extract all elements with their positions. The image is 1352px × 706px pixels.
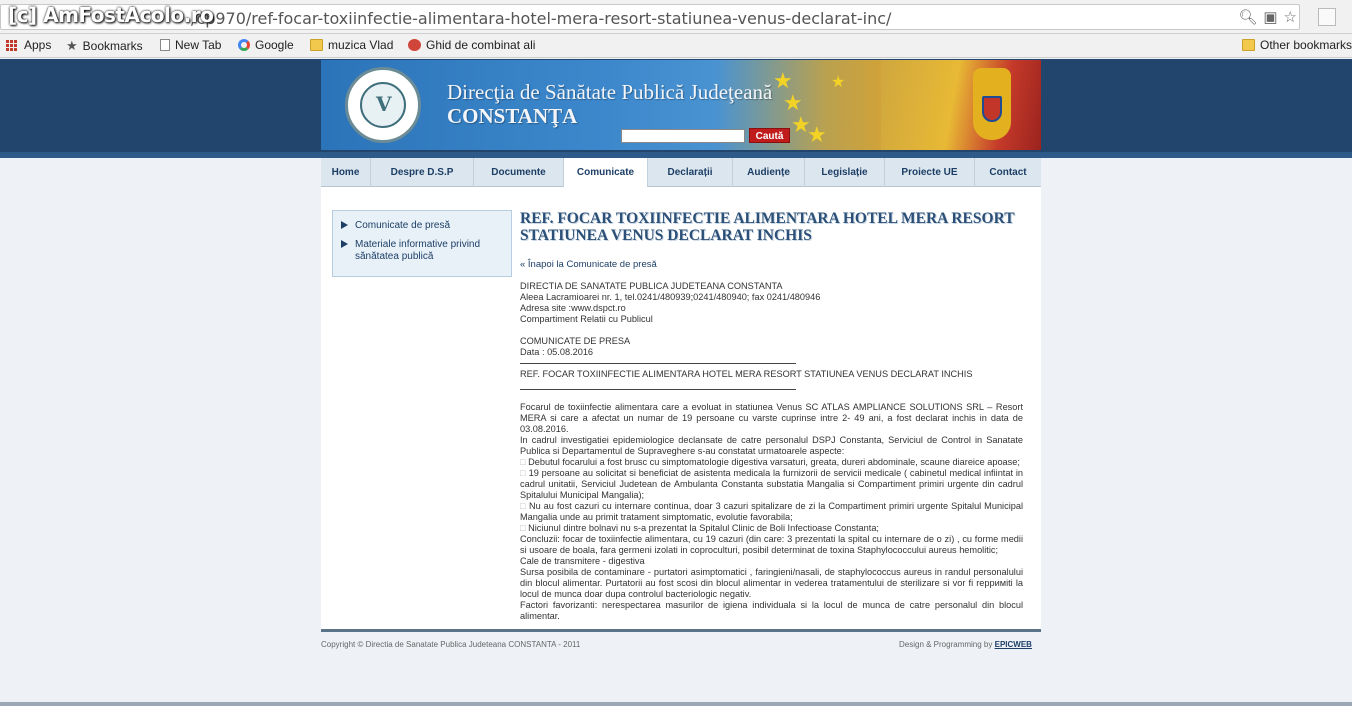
folder-icon — [1242, 39, 1255, 51]
eu-star-icon: ★ — [783, 90, 803, 115]
article-title: REF. FOCAR TOXIINFECTIE ALIMENTARA HOTEL MERA RESORT STATIUNEA VENUS DECLARAT INCHIS — [520, 210, 1015, 244]
main-nav — [321, 158, 1041, 187]
epicweb-link[interactable]: EPICWEB — [994, 640, 1032, 649]
list-item: □ Debutul focarului a fost brusc cu simptomatologie digestiva varsaturi, greata, dureri abdominale, scaune diareice apoase; — [520, 457, 1020, 467]
coat-of-arms-icon — [973, 68, 1011, 140]
search-button[interactable]: Caută — [749, 128, 790, 143]
org-info: DIRECTIA DE SANATATE PUBLICA JUDETEANA CONSTANTA Aleea Lacramioarei nr. 1, tel.0241/480939;0241/480940; fax 0241/480946 Adresa site :www.dspct.ro Compartiment Relatii cu Publicul — [520, 281, 821, 324]
google-icon — [238, 39, 250, 51]
main-content — [321, 187, 1041, 629]
search-input[interactable] — [621, 129, 745, 143]
site-header — [321, 60, 1041, 150]
sidebar-item-materiale[interactable]: Materiale informative privind sănătatea publică — [341, 239, 495, 263]
list-item: □ Nu au fost cazuri cu internare continua, doar 3 cazuri spitalizare de zi la Compartiment primiri urgente Spitalul Municipal Mangalia unde au primit tratament simptomatic, evolutie favorabila; — [520, 501, 1023, 522]
eu-star-icon: ★ — [831, 74, 846, 91]
eu-star-icon: ★ — [807, 122, 827, 147]
bookmark-new-tab[interactable]: New Tab — [160, 38, 221, 52]
sidebar — [332, 210, 512, 277]
list-item: □ 19 persoane au solicitat si beneficiat de asistenta medicala la furnizorii de servicii medicale ( cabinetul medical infiintat in cadrul unitatii, Serviciul Judetean de Ambulanta Constanta substatia Mangalia si Compartiment primiri urgente din cadrul Spitalului Municipal Mangalia); — [520, 468, 1023, 500]
divider — [520, 363, 796, 364]
nav-documente[interactable]: Documente — [474, 158, 564, 187]
nav-proiecte-ue[interactable]: Proiecte UE — [885, 158, 975, 187]
translate-icon[interactable]: ▣ — [1263, 9, 1278, 26]
eu-star-icon: ★ — [773, 68, 793, 93]
nav-despre[interactable]: Despre D.S.P — [371, 158, 474, 187]
article-conclusions: Concluzii: focar de toxiinfectie alimentara, cu 19 cazuri (din care: 3 prezentati la spital cu internare de o zi) , cu forme medii si usoare de boala, fara germeni izolati in coproculturi, posibil determinat de toxina Staphylococcului aureus hemolitic; Cale de transmitere - digestiva Sursa posibila de contaminare - purtatori asimptomatici , faringieni/nasali, de staphylococcus aureus in randul personalului din blocul alimentar. Purtatorii au fost scosi din blocul alimentar in vederea tratamentului de sterilizare si vor fi repримiti la locul de munca doar dupa controlul bacteriologic negativ. Factori favorizanti: nerespectarea masurilor de igiena individuala si la locul de munca de catre personalul din blocul alimentar. — [520, 534, 1023, 621]
browser-toolbar — [0, 0, 1352, 34]
bookmark-other[interactable]: Other bookmarks — [1242, 38, 1352, 52]
eu-star-icon: ★ — [791, 112, 811, 137]
bookmark-ghid[interactable]: Ghid de combinat ali — [408, 38, 535, 52]
ref-title: REF. FOCAR TOXIINFECTIE ALIMENTARA HOTEL MERA RESORT STATIUNEA VENUS DECLARAT INCHIS — [520, 369, 973, 379]
sidebar-item-comunicate[interactable]: Comunicate de presă — [341, 220, 495, 232]
press-date: Data : 05.08.2016 — [520, 347, 594, 357]
favicon-icon — [408, 39, 421, 51]
bookmark-muzica[interactable]: muzica Vlad — [310, 38, 393, 52]
dsp-logo[interactable] — [345, 67, 421, 143]
taskbar-edge — [0, 702, 1352, 706]
arrow-right-icon — [341, 240, 348, 248]
press-header: COMUNICATE DE PRESA Data : 05.08.2016 — [520, 336, 1023, 358]
star-icon[interactable]: ☆ — [1283, 9, 1297, 26]
site-title: Direcţia de Sănătate Publică Judeţeană CONSTANŢA — [447, 80, 773, 128]
flag-banner — [881, 60, 1041, 150]
bookmark-apps[interactable]: Apps — [6, 38, 51, 52]
nav-home[interactable]: Home — [321, 158, 371, 187]
star-icon: ★ — [66, 38, 78, 53]
bookmarks-bar — [0, 34, 1352, 58]
watermark: [c] AmFostAcolo.ro — [8, 3, 214, 27]
nav-contact[interactable]: Contact — [989, 167, 1027, 178]
divider — [520, 389, 796, 390]
logo-emblem-icon: V — [360, 82, 406, 128]
article-body: Focarul de toxiinfectie alimentara care a evoluat in statiunea Venus SC ATLAS AMPLIANCE SOLUTIONS SRL – Resort MERA si care a afectat un numar de 19 persoane cu varste cuprinse intre 2- 49 ani, a fost declarat inchis in data de 03.08.2016. In cadrul investigatiei epidemiologice declansate de catre personalul DSPJ Constanta, Serviciul de Control in Sanatate Publica si Departamentul de Supraveghere s-au constatat urmatoarele aspecte: □ Debutul focarului a fost brusc cu simptomatologie digestiva varsaturi, greata, dureri abdominale, scaune diareice apoase; □ 19 persoane au solicitat si beneficiat de asistenta medicala la furnizorii de servicii medicale ( cabinetul medical infiintat in cadrul unitatii, Serviciul Judetean de Ambulanta Constanta substatia Mangalia si Compartiment primiri urgente din cadrul Spitalului Municipal Mangalia); □ Nu au fost cazuri cu internare continua, doar 3 cazuri spitalizare de zi la Compartiment primiri urgente Spitalul Municipal Mangalia unde au primit tratament simptomatic, evolutie favorabila; □ Niciunul dintre bolnavi nu s-a prezentat la Spitalul Clinic de Boli Infectioase Constanta; — [520, 402, 1023, 533]
footer-copyright: Copyright © Directia de Sanatate Publica Judeteana CONSTANTA - 2011 — [321, 640, 581, 649]
page-icon — [160, 39, 170, 51]
arrow-right-icon — [341, 221, 348, 229]
zoom-icon[interactable]: 🔍︎ — [1238, 9, 1258, 26]
back-link[interactable]: « Înapoi la Comunicate de presă — [520, 259, 657, 270]
nav-legislatie[interactable]: Legislație — [805, 158, 885, 187]
footer-credits: Design & Programming by EPICWEB — [899, 640, 1032, 649]
extension-icon[interactable] — [1318, 8, 1336, 26]
apps-grid-icon — [6, 40, 19, 51]
folder-icon — [310, 39, 323, 51]
footer-divider — [321, 629, 1041, 632]
bookmark-google[interactable]: Google — [238, 38, 294, 52]
bookmark-bookmarks[interactable]: ★ Bookmarks — [66, 38, 143, 53]
url-text[interactable]: /cp970/ref-focar-toxiinfectie-alimentara-hotel-mera-resort-statiunea-venus-declarat-inc/ — [191, 9, 892, 28]
nav-comunicate[interactable]: Comunicate — [564, 158, 648, 188]
list-item: □ Niciunul dintre bolnavi nu s-a prezentat la Spitalul Clinic de Boli Infectioase Constanta; — [520, 523, 879, 533]
nav-audiente[interactable]: Audiențe — [733, 158, 805, 187]
nav-declaratii[interactable]: Declarații — [648, 158, 733, 187]
